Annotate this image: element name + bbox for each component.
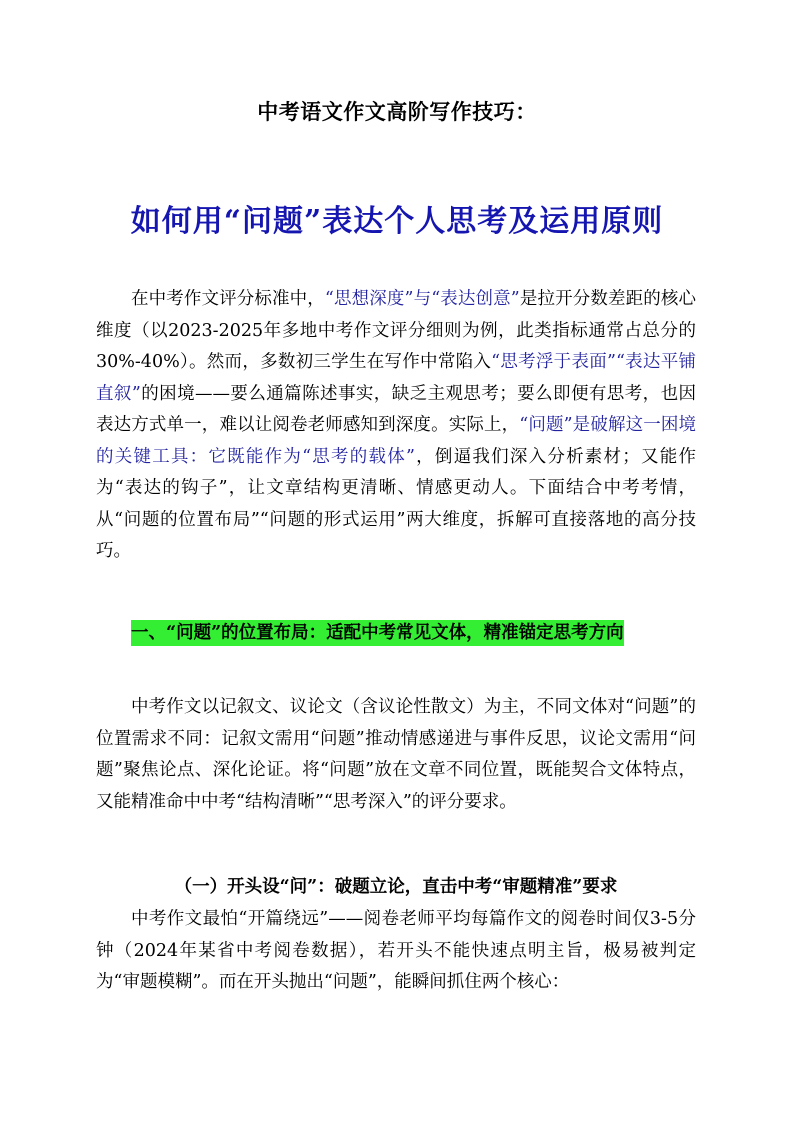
intro-text-2: 是拉开分数差距的核心维度（以2023-2025年多地中考作文评分细则为例，此类指标通常占总分的30%-40%）。然而，多数初三学生在写作中常陷入 xyxy=(96,289,697,372)
intro-emphasis-1: “思想深度”与“表达创意” xyxy=(324,289,520,309)
intro-paragraph xyxy=(96,284,696,568)
document-subtitle: 如何用“问题”表达个人思考及运用原则 xyxy=(130,204,664,239)
section-heading-1 xyxy=(96,614,696,652)
intro-text-4: ，倒逼我们深入分析素材；又能作为“表达的钩子”，让文章结构更清晰、情感更动人。下面结合中考考情，从“问题的位置布局”“问题的形式运用”两大维度，拆解可直接落地的高分技巧。 xyxy=(96,446,696,561)
intro-emphasis-2: “思考浮于表面”“表达平铺直叙” xyxy=(96,352,696,404)
section-heading-1-text: 一、“问题”的位置布局：适配中考常见文体，精准锚定思考方向 xyxy=(131,620,624,646)
subsection-1-paragraph: 中考作文最怕“开篇绕远”——阅卷老师平均每篇作文的阅卷时间仅3-5分钟（2024年某省中考阅卷数据），若开头不能快速点明主旨，极易被判定为“审题模糊”。而在开头抛出“问题”，能瞬间抓住两个核心： xyxy=(96,909,696,992)
subsection-heading-1: （一）开头设“问”：破题立论，直击中考“审题精准”要求 xyxy=(174,877,618,897)
intro-text-3: 的困境——要么通篇陈述事实，缺乏主观思考；要么即便有思考，也因表达方式单一，难以让阅卷老师感知到深度。实际上， xyxy=(96,383,696,435)
intro-emphasis-3: “问题”是破解这一困境的关键工具：它既能作为“思考的载体” xyxy=(96,415,696,467)
document-title: 中考语文作文高阶写作技巧： xyxy=(257,99,537,124)
section-1-paragraph: 中考作文以记叙文、议论文（含议论性散文）为主，不同文体对“问题”的位置需求不同：记叙文需用“问题”推动情感递进与事件反思，议论文需用“问题”聚焦论点、深化论证。将“问题”放在文章不同位置，既能契合文体特点，又能精准命中中考“结构清晰”“思考深入”的评分要求。 xyxy=(96,697,696,812)
intro-text-1: 在中考作文评分标准中， xyxy=(131,289,325,309)
